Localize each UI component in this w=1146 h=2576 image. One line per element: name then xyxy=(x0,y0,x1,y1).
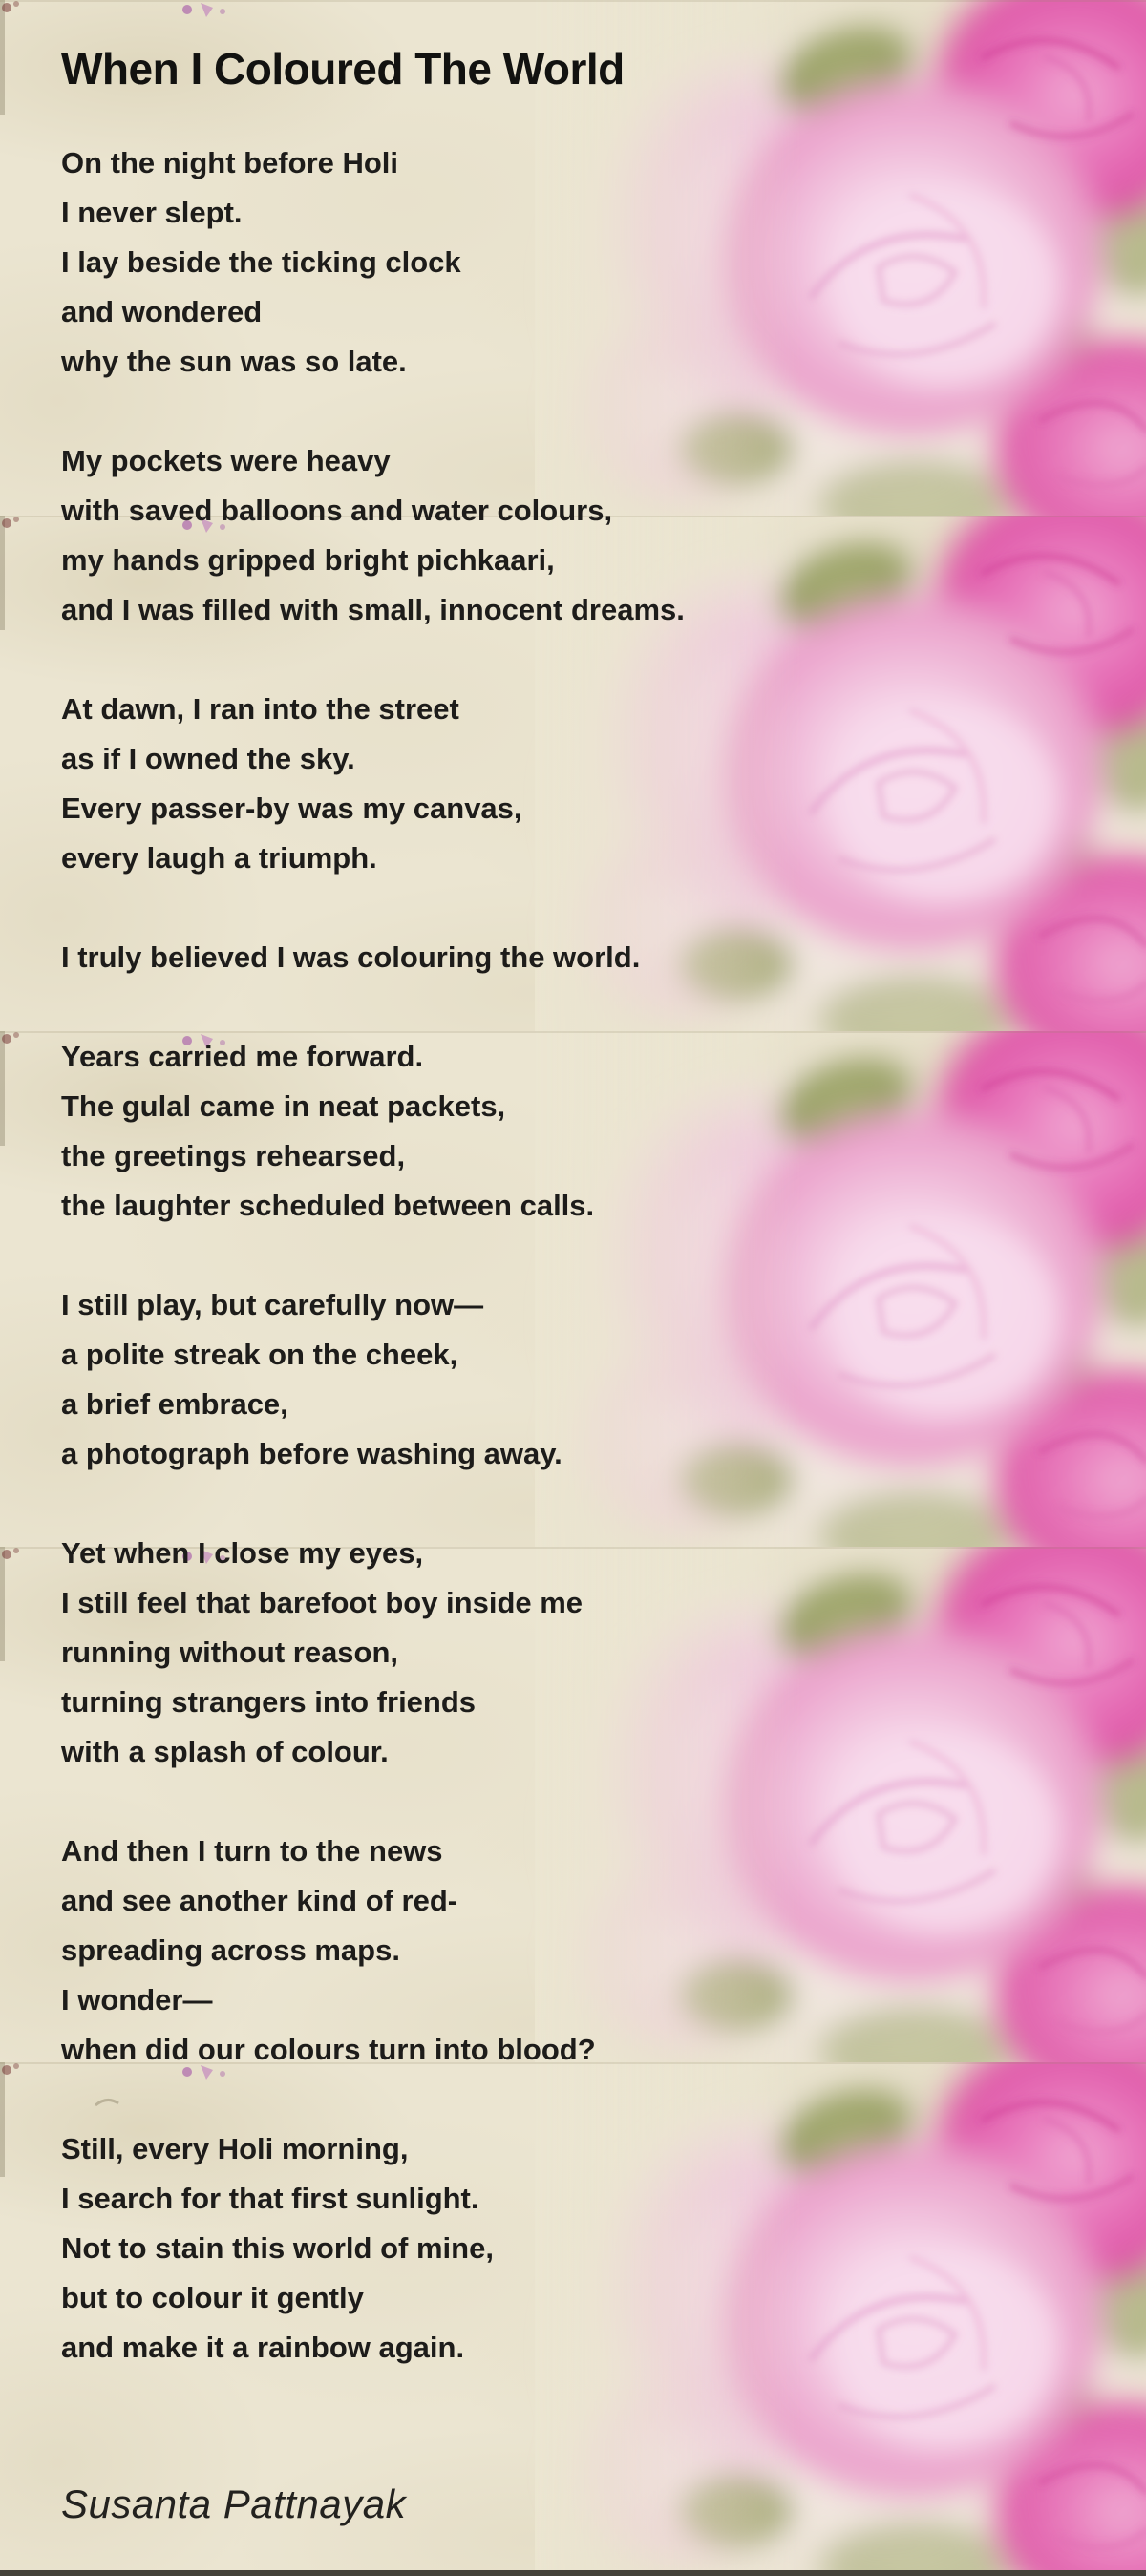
stanza xyxy=(61,933,921,982)
poem-line: turning strangers into friends xyxy=(61,1685,477,1719)
poem-line: and wondered xyxy=(61,295,263,328)
poem-line: with a splash of colour. xyxy=(61,1735,389,1768)
poem-line: I lay beside the ticking clock xyxy=(61,245,461,279)
poem-line: Yet when I close my eyes, xyxy=(61,1536,424,1570)
stanza xyxy=(61,2124,921,2373)
poem-line: I never slept. xyxy=(61,196,243,229)
poem-content xyxy=(61,0,921,2529)
poem-line: running without reason, xyxy=(61,1636,399,1669)
poem-line: a photograph before washing away. xyxy=(61,1437,562,1470)
poem-line: and see another kind of red- xyxy=(61,1884,458,1917)
poem-line: I still feel that barefoot boy inside me xyxy=(61,1586,584,1619)
stanza xyxy=(61,1032,921,1231)
poem-line: spreading across maps. xyxy=(61,1933,400,1967)
poem-line: the greetings rehearsed, xyxy=(61,1139,406,1172)
poem-line: I search for that first sunlight. xyxy=(61,2182,479,2215)
poem-line: a polite streak on the cheek, xyxy=(61,1338,458,1371)
poem-line: I truly believed I was colouring the world. xyxy=(61,940,641,974)
author-signature: Susanta Pattnayak xyxy=(61,2481,407,2526)
poem-line: with saved balloons and water colours, xyxy=(61,494,613,527)
poem-line: why the sun was so late. xyxy=(61,345,407,378)
stanza xyxy=(61,436,921,635)
poem-line: And then I turn to the news xyxy=(61,1834,443,1868)
poem-line: On the night before Holi xyxy=(61,146,399,179)
poem-line: my hands gripped bright pichkaari, xyxy=(61,543,555,577)
poem-line: Years carried me forward. xyxy=(61,1040,424,1073)
poem-line: My pockets were heavy xyxy=(61,444,391,477)
poem-line: as if I owned the sky. xyxy=(61,742,355,775)
stanza xyxy=(61,1280,921,1479)
poem-line: The gulal came in neat packets, xyxy=(61,1089,506,1123)
poem-line: and make it a rainbow again. xyxy=(61,2331,465,2364)
stanza xyxy=(61,1529,921,1777)
poem-line: Still, every Holi morning, xyxy=(61,2132,409,2165)
poem-line: Not to stain this world of mine, xyxy=(61,2231,494,2265)
poem-line: I wonder— xyxy=(61,1983,213,2016)
stanza xyxy=(61,138,921,387)
poem-line: and I was filled with small, innocent dreams. xyxy=(61,593,685,626)
stanza xyxy=(61,685,921,883)
poem-line: a brief embrace, xyxy=(61,1387,288,1421)
poem-line: when did our colours turn into blood? xyxy=(61,2033,596,2066)
poem-line: I still play, but carefully now— xyxy=(61,1288,484,1321)
poem-line: every laugh a triumph. xyxy=(61,841,377,875)
stanza xyxy=(61,1826,921,2075)
poem-line: but to colour it gently xyxy=(61,2281,364,2314)
poem-title: When I Coloured The World xyxy=(61,44,625,94)
poem-line: At dawn, I ran into the street xyxy=(61,692,459,726)
poem-line: Every passer-by was my canvas, xyxy=(61,792,522,825)
poem-line: the laughter scheduled between calls. xyxy=(61,1189,595,1222)
